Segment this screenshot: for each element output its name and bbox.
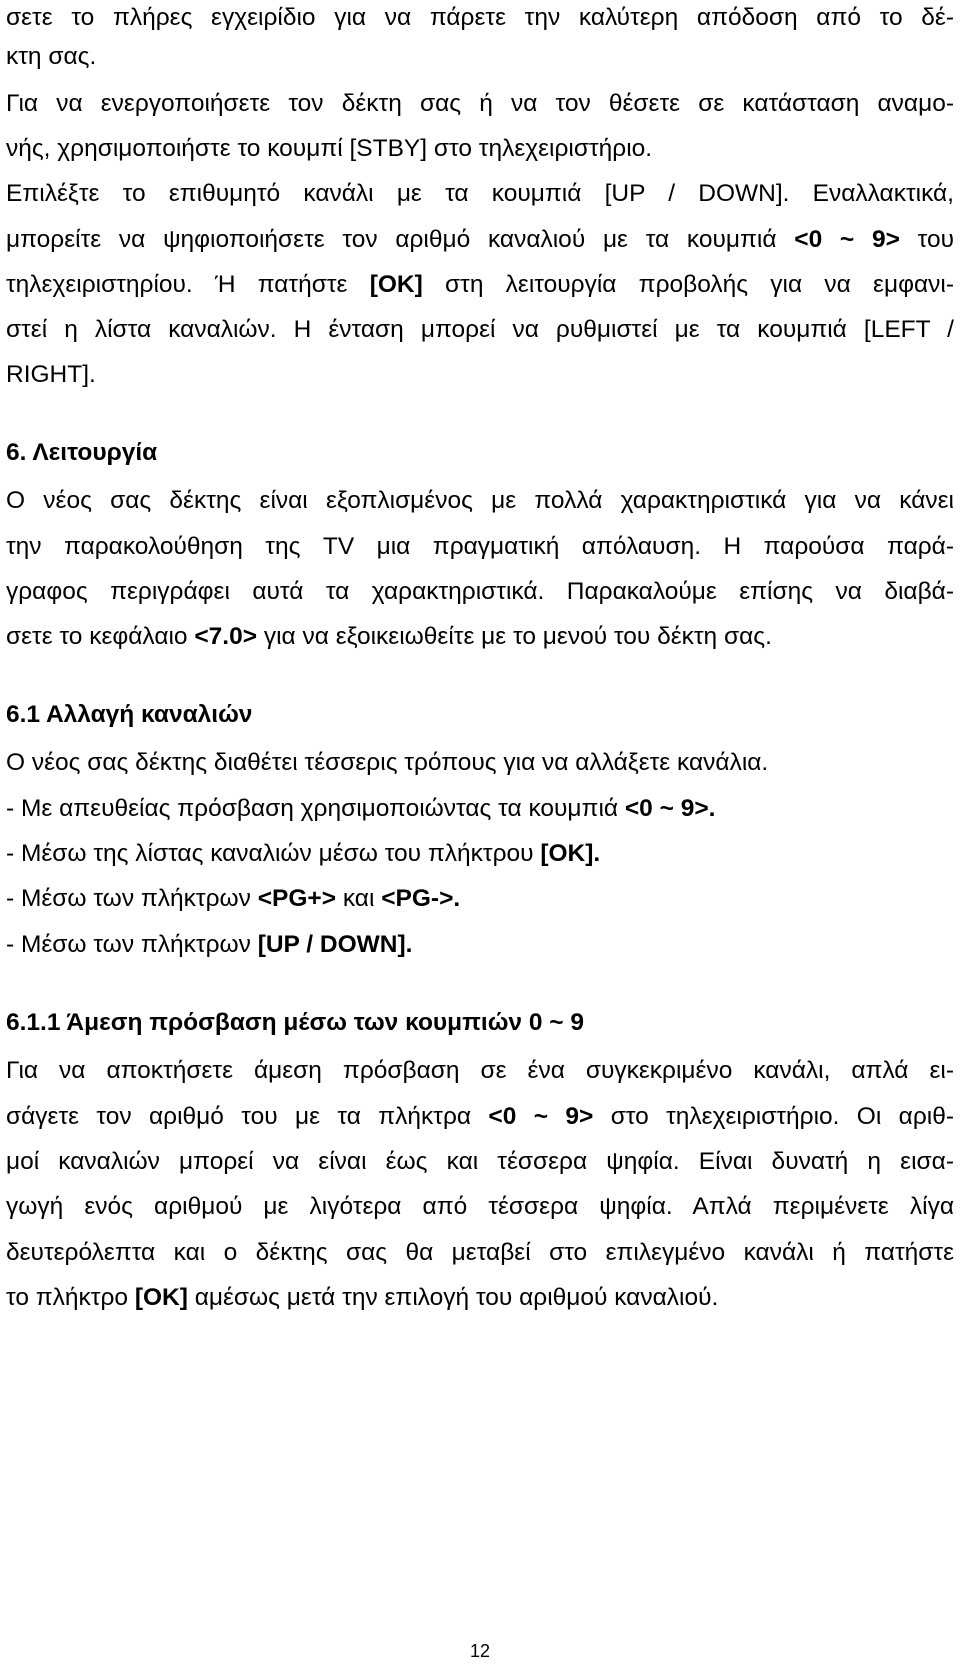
list-item [6,839,600,869]
key-pg-plus: <PG+> [257,885,337,912]
intro-line-7 [6,270,954,300]
key-ok: [OK] [134,1284,188,1311]
list-item [6,794,715,824]
section-6-1-1-line-2-end: στο τηλεχειριστήριο. Οι αριθ- [593,1103,955,1130]
section-6-line-2: την παρακολούθηση της TV μια πραγματική απόλαυση. Η παρούσα παρά- [6,533,954,560]
section-6-line-4 [6,622,772,652]
key-ok: [OK] [369,271,423,298]
section-6-1-1-line-6-text: το πλήκτρο [6,1284,135,1311]
key-up-down: [UP / DOWN]. [257,931,413,958]
list-item [6,930,412,960]
section-6-1-1-line-3: μοί καναλιών μπορεί να είναι έως και τέσσερα ψηφία. Είναι δυνατή η εισα- [6,1148,954,1175]
intro-line-8: στεί η λίστα καναλιών. Η ένταση μπορεί να ρυθμιστεί με τα κουμπιά [LEFT / [6,316,954,343]
intro-line-7-text: τηλεχειριστηρίου. Ή πατήστε [6,271,370,298]
section-6-heading: 6. Λειτουργία [6,439,158,466]
key-0-9: <0 ~ 9> [488,1103,594,1130]
list-item-text: - Μέσω των πλήκτρων [6,931,258,958]
key-0-9: <0 ~ 9>. [624,795,716,822]
section-6-1-heading: 6.1 Αλλαγή καναλιών [6,701,253,728]
list-item-text: - Με απευθείας πρόσβαση χρησιμοποιώντας τα κουμπιά [6,795,625,822]
intro-line-9: RIGHT]. [6,361,96,388]
list-item-text: - Μέσω των πλήκτρων [6,885,258,912]
intro-line-6 [6,225,954,255]
intro-line-5: Επιλέξτε το επιθυμητό κανάλι με τα κουμπιά [UP / DOWN]. Εναλλακτικά, [6,180,954,207]
key-pg-minus: <PG->. [381,885,461,912]
section-6-line-3: γραφος περιγράφει αυτά τα χαρακτηριστικά. Παρακαλούμε επίσης να διαβά- [6,578,954,605]
key-ok: [OK]. [540,840,601,867]
list-item-text: και [336,885,382,912]
intro-line-1: σετε το πλήρες εγχειρίδιο για να πάρετε την καλύτερη απόδοση από το δέ- [6,4,954,31]
section-6-1-1-line-5: δευτερόλεπτα και ο δέκτης σας θα μεταβεί στο επιλεγμένο κανάλι ή πατήστε [6,1239,954,1266]
section-6-1-intro: Ο νέος σας δέκτης διαθέτει τέσσερις τρόπους για να αλλάξετε κανάλια. [6,749,769,776]
page-number: 12 [469,1641,491,1661]
section-6-1-1-line-6 [6,1283,718,1313]
chapter-ref: <7.0> [194,623,258,650]
section-6-1-1-line-2-text: σάγετε τον αριθμό του με τα πλήκτρα [6,1103,489,1130]
section-6-line-4-end: για να εξοικειωθείτε με το μενού του δέκτη σας. [257,623,772,650]
section-6-1-1-line-4: γωγή ενός αριθμού με λιγότερα από τέσσερα ψηφία. Απλά περιμένετε λίγα [6,1193,954,1220]
key-0-9: <0 ~ 9> [794,226,900,253]
section-6-1-1-line-1: Για να αποκτήσετε άμεση πρόσβαση σε ένα συγκεκριμένο κανάλι, απλά ει- [6,1057,954,1084]
intro-line-2: κτη σας. [6,43,97,70]
section-6-line-1: Ο νέος σας δέκτης είναι εξοπλισμένος με πολλά χαρακτηριστικά για να κάνει [6,487,954,514]
section-6-1-1-line-2 [6,1102,954,1132]
intro-line-7-end: στη λειτουργία προβολής για να εμφανι- [422,271,954,298]
intro-line-6-end: του [899,226,954,253]
section-6-1-1-line-6-end: αμέσως μετά την επιλογή του αριθμού καναλιού. [187,1284,719,1311]
intro-line-6-text: μπορείτε να ψηφιοποιήσετε τον αριθμό καναλιού με τα κουμπιά [6,226,795,253]
intro-line-3: Για να ενεργοποιήσετε τον δέκτη σας ή να τον θέσετε σε κατάσταση αναμο- [6,90,954,117]
list-item-text: - Μέσω της λίστας καναλιών μέσω του πλήκτρου [6,840,541,867]
section-6-1-1-heading: 6.1.1 Άμεση πρόσβαση μέσω των κουμπιών 0 ~ 9 [6,1009,585,1036]
section-6-line-4-text: σετε το κεφάλαιο [6,623,195,650]
list-item [6,884,460,914]
intro-line-4: νής, χρησιμοποιήστε το κουμπί [STBY] στο τηλεχειριστήριο. [6,135,653,162]
